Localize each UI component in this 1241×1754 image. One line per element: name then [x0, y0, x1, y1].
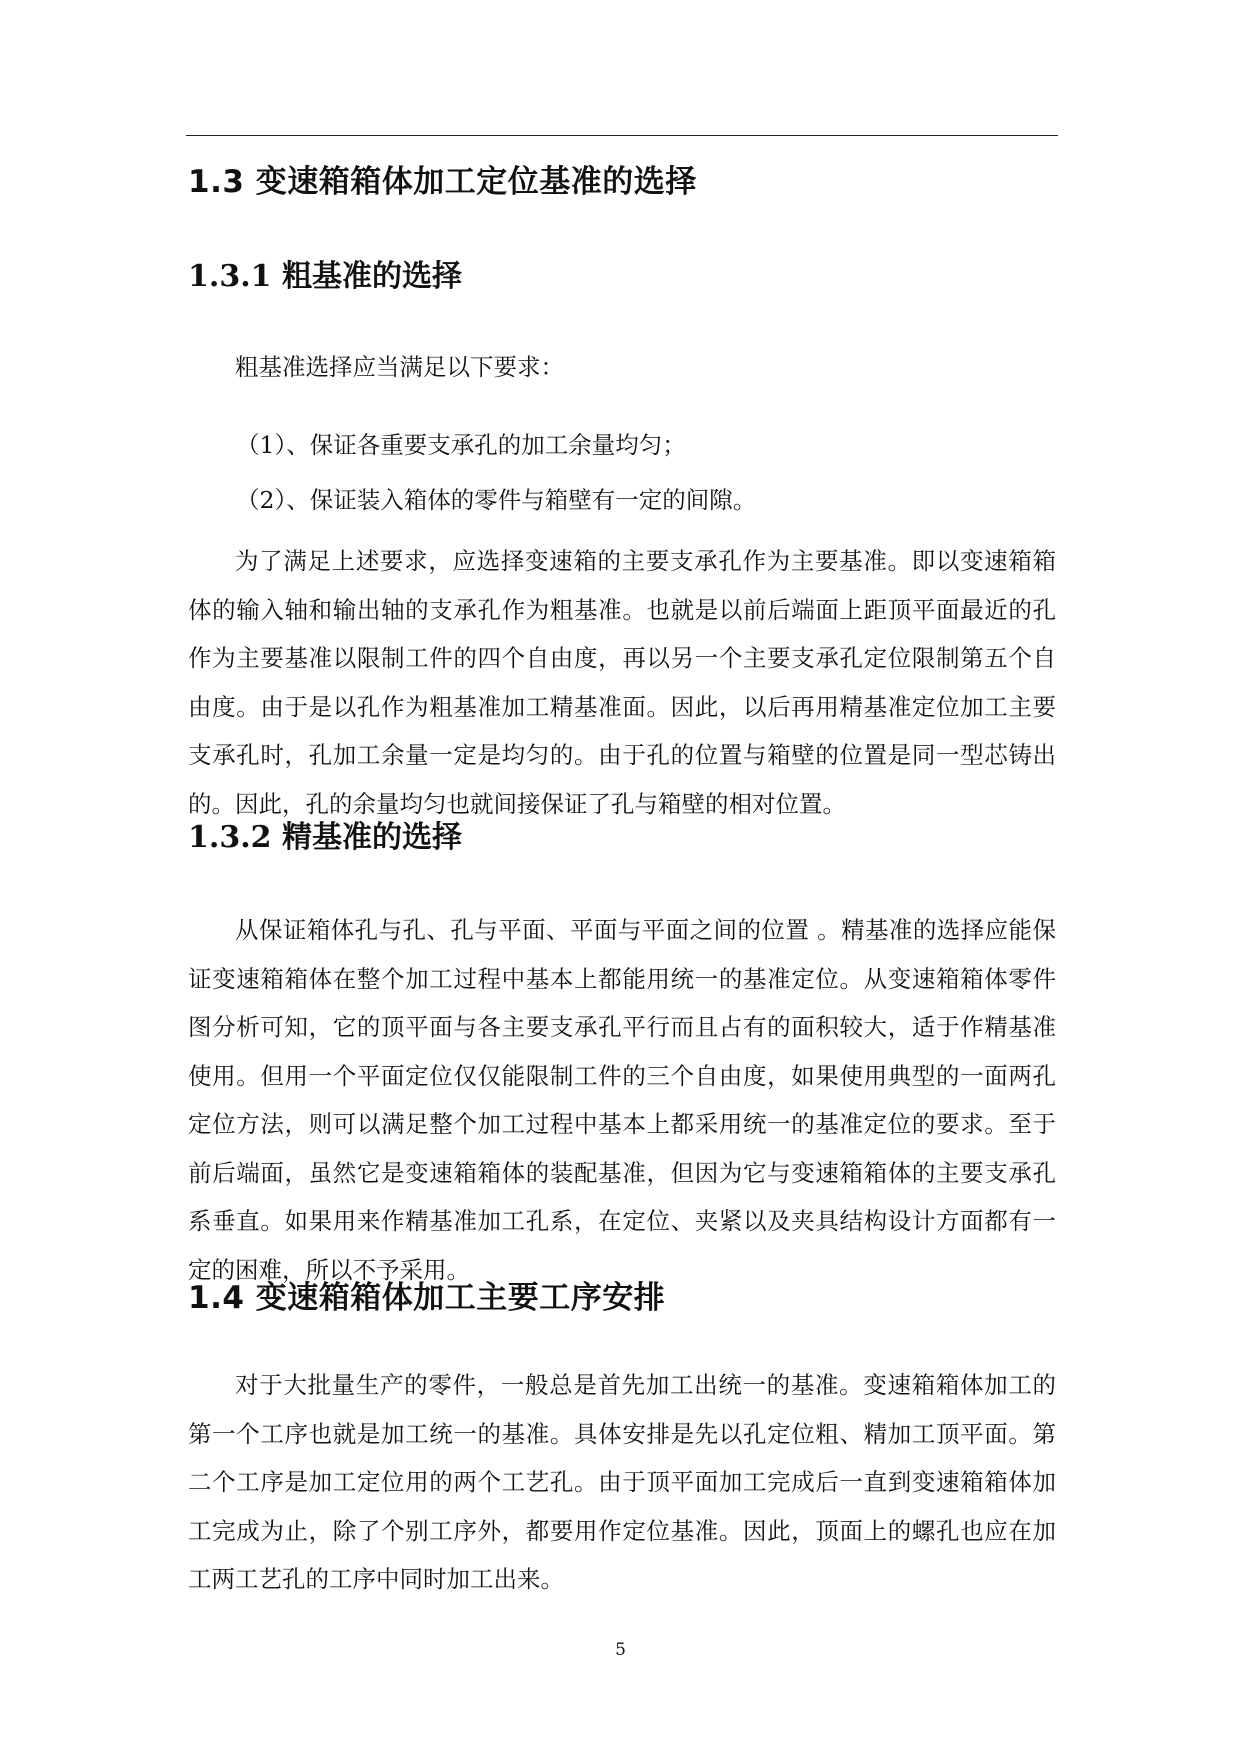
requirement-item-1: （1）、保证各重要支承孔的加工余量均匀；: [236, 431, 686, 459]
section-heading-1-4: 1.4 变速箱箱体加工主要工序安排: [188, 1280, 666, 1316]
fine-datum-paragraph: 从保证箱体孔与孔、孔与平面、平面与平面之间的位置 。精基准的选择应能保证变速箱箱体在整个加工过程中基本上都能用统一的基准定位。从变速箱箱体零件图分析可知，它的顶平面与各主要支承孔平行而且占有的面积较大，适于作精基准使用。但用一个平面定位仅仅能限制工件的三个自由度，如果使用典型的一面两孔定位方法，则可以满足整个加工过程中基本上都采用统一的基准定位的要求。至于前后端面，虽然它是变速箱箱体的装配基准，但因为它与变速箱箱体的主要支承孔系垂直。如果用来作精基准加工孔系，在定位、夹紧以及夹具结构设计方面都有一定的困难，所以不予采用。: [188, 916, 1056, 1284]
page-number: 5: [615, 1640, 626, 1660]
requirements-intro: 粗基准选择应当满足以下要求：: [235, 353, 564, 381]
process-arrangement-paragraph: 对于大批量生产的零件，一般总是首先加工出统一的基准。变速箱箱体加工的第一个工序也就是加工统一的基准。具体安排是先以孔定位粗、精加工顶平面。第二个工序是加工定位用的两个工艺孔。由于顶平面加工完成后一直到变速箱箱体加工完成为止，除了个别工序外，都要用作定位基准。因此，顶面上的螺孔也应在加工两工艺孔的工序中同时加工出来。: [188, 1371, 1056, 1593]
subsection-heading-1-3-1: 1.3.1 粗基准的选择: [188, 259, 462, 294]
header-rule: [186, 135, 1058, 136]
section-heading-1-3: 1.3 变速箱箱体加工定位基准的选择: [188, 164, 697, 200]
subsection-heading-1-3-2: 1.3.2 精基准的选择: [188, 820, 462, 855]
requirement-item-2: （2）、保证装入箱体的零件与箱壁有一定的间隙。: [236, 486, 757, 514]
rough-datum-paragraph: 为了满足上述要求，应选择变速箱的主要支承孔作为主要基准。即以变速箱箱体的输入轴和输出轴的支承孔作为粗基准。也就是以前后端面上距顶平面最近的孔作为主要基准以限制工件的四个自由度，再以另一个主要支承孔定位限制第五个自由度。由于是以孔作为粗基准加工精基准面。因此，以后再用精基准定位加工主要支承孔时，孔加工余量一定是均匀的。由于孔的位置与箱壁的位置是同一型芯铸出的。因此，孔的余量均匀也就间接保证了孔与箱壁的相对位置。: [188, 547, 1056, 818]
